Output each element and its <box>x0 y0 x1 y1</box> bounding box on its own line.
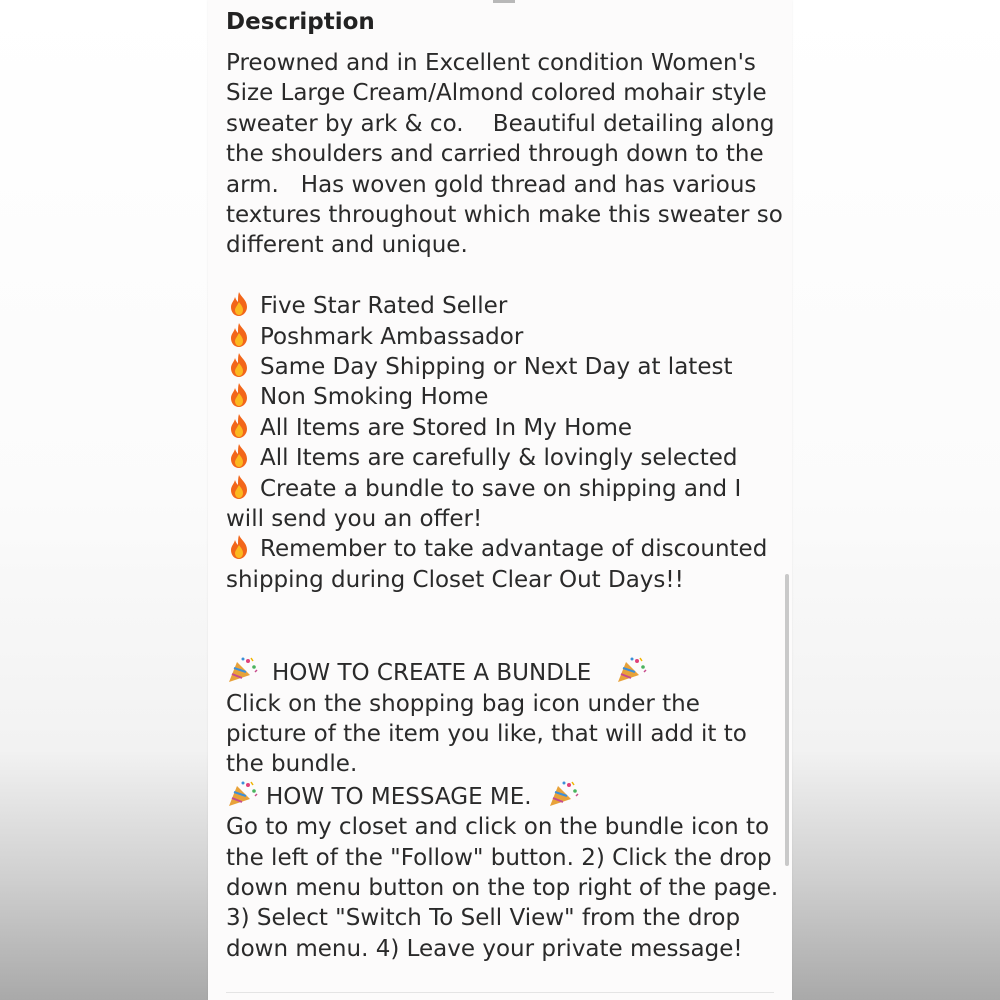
fire-icon <box>226 352 260 382</box>
message-section <box>226 780 786 964</box>
paragraph-line: the shoulders and carried through down to the <box>226 141 764 168</box>
spacer <box>226 261 786 291</box>
bundle-line: Click on the shopping bag icon under the <box>226 690 700 717</box>
fire-icon <box>226 534 260 564</box>
bullet-text: Non Smoking Home <box>260 384 489 411</box>
bullet-continuation: shipping during Closet Clear Out Days!! <box>226 566 684 593</box>
party-popper-icon <box>547 780 587 812</box>
bullet-text: Poshmark Ambassador <box>260 323 524 350</box>
bundle-line: picture of the item you like, that will add it to <box>226 720 747 747</box>
paragraph-line: arm. Has woven gold thread and has various <box>226 171 757 198</box>
bundle-line: the bundle. <box>226 751 358 778</box>
bullet-text: Remember to take advantage of discounted <box>260 536 768 563</box>
bullet-item <box>226 443 786 473</box>
content-wrapper <box>208 0 792 1000</box>
message-line: down menu button on the top right of the page. <box>226 874 779 901</box>
message-heading-row <box>226 780 786 812</box>
bullet-text: Create a bundle to save on shipping and I <box>260 475 742 502</box>
fire-icon <box>226 322 260 352</box>
bullet-item <box>226 352 786 382</box>
spacer <box>226 595 786 656</box>
bullet-item <box>226 413 786 443</box>
fire-icon <box>226 443 260 473</box>
bullet-item <box>226 534 786 564</box>
bullet-text: Five Star Rated Seller <box>260 293 508 320</box>
party-popper-icon <box>226 780 266 812</box>
bullet-item <box>226 291 786 321</box>
fire-icon <box>226 413 260 443</box>
scrollbar-thumb[interactable] <box>785 574 789 866</box>
paragraph-line: different and unique. <box>226 232 468 259</box>
paragraph-line: Size Large Cream/Almond colored mohair style <box>226 80 767 107</box>
message-heading: HOW TO MESSAGE ME. <box>266 783 532 810</box>
paragraph-line: sweater by ark & co. Beautiful detailing along <box>226 110 775 137</box>
description-paragraph <box>226 48 786 261</box>
bullet-list <box>226 291 786 595</box>
bullet-item <box>226 474 786 504</box>
bullet-item <box>226 322 786 352</box>
bullet-text: All Items are carefully & lovingly selected <box>260 445 738 472</box>
description-heading: Description <box>226 9 375 35</box>
party-popper-icon <box>615 656 655 688</box>
party-popper-icon <box>226 656 272 688</box>
bullet-text: All Items are Stored In My Home <box>260 414 633 441</box>
message-line: 3) Select "Switch To Sell View" from the drop <box>226 905 741 932</box>
bullet-text: Same Day Shipping or Next Day at latest <box>260 354 733 381</box>
description-content <box>226 4 786 964</box>
paragraph-line: Preowned and in Excellent condition Women's <box>226 50 756 76</box>
section-divider <box>226 992 774 993</box>
fire-icon <box>226 474 260 504</box>
bullet-item <box>226 382 786 412</box>
paragraph-line: textures throughout which make this sweater so <box>226 202 783 229</box>
bundle-heading: HOW TO CREATE A BUNDLE <box>272 660 592 687</box>
bullet-continuation: will send you an offer! <box>226 506 483 533</box>
bundle-heading-row <box>226 656 786 688</box>
message-line: down menu. 4) Leave your private message! <box>226 935 743 962</box>
fire-icon <box>226 382 260 412</box>
message-line: Go to my closet and click on the bundle icon to <box>226 814 770 841</box>
fire-icon <box>226 291 260 321</box>
message-line: the left of the "Follow" button. 2) Click the drop <box>226 844 772 871</box>
bundle-section <box>226 656 786 780</box>
